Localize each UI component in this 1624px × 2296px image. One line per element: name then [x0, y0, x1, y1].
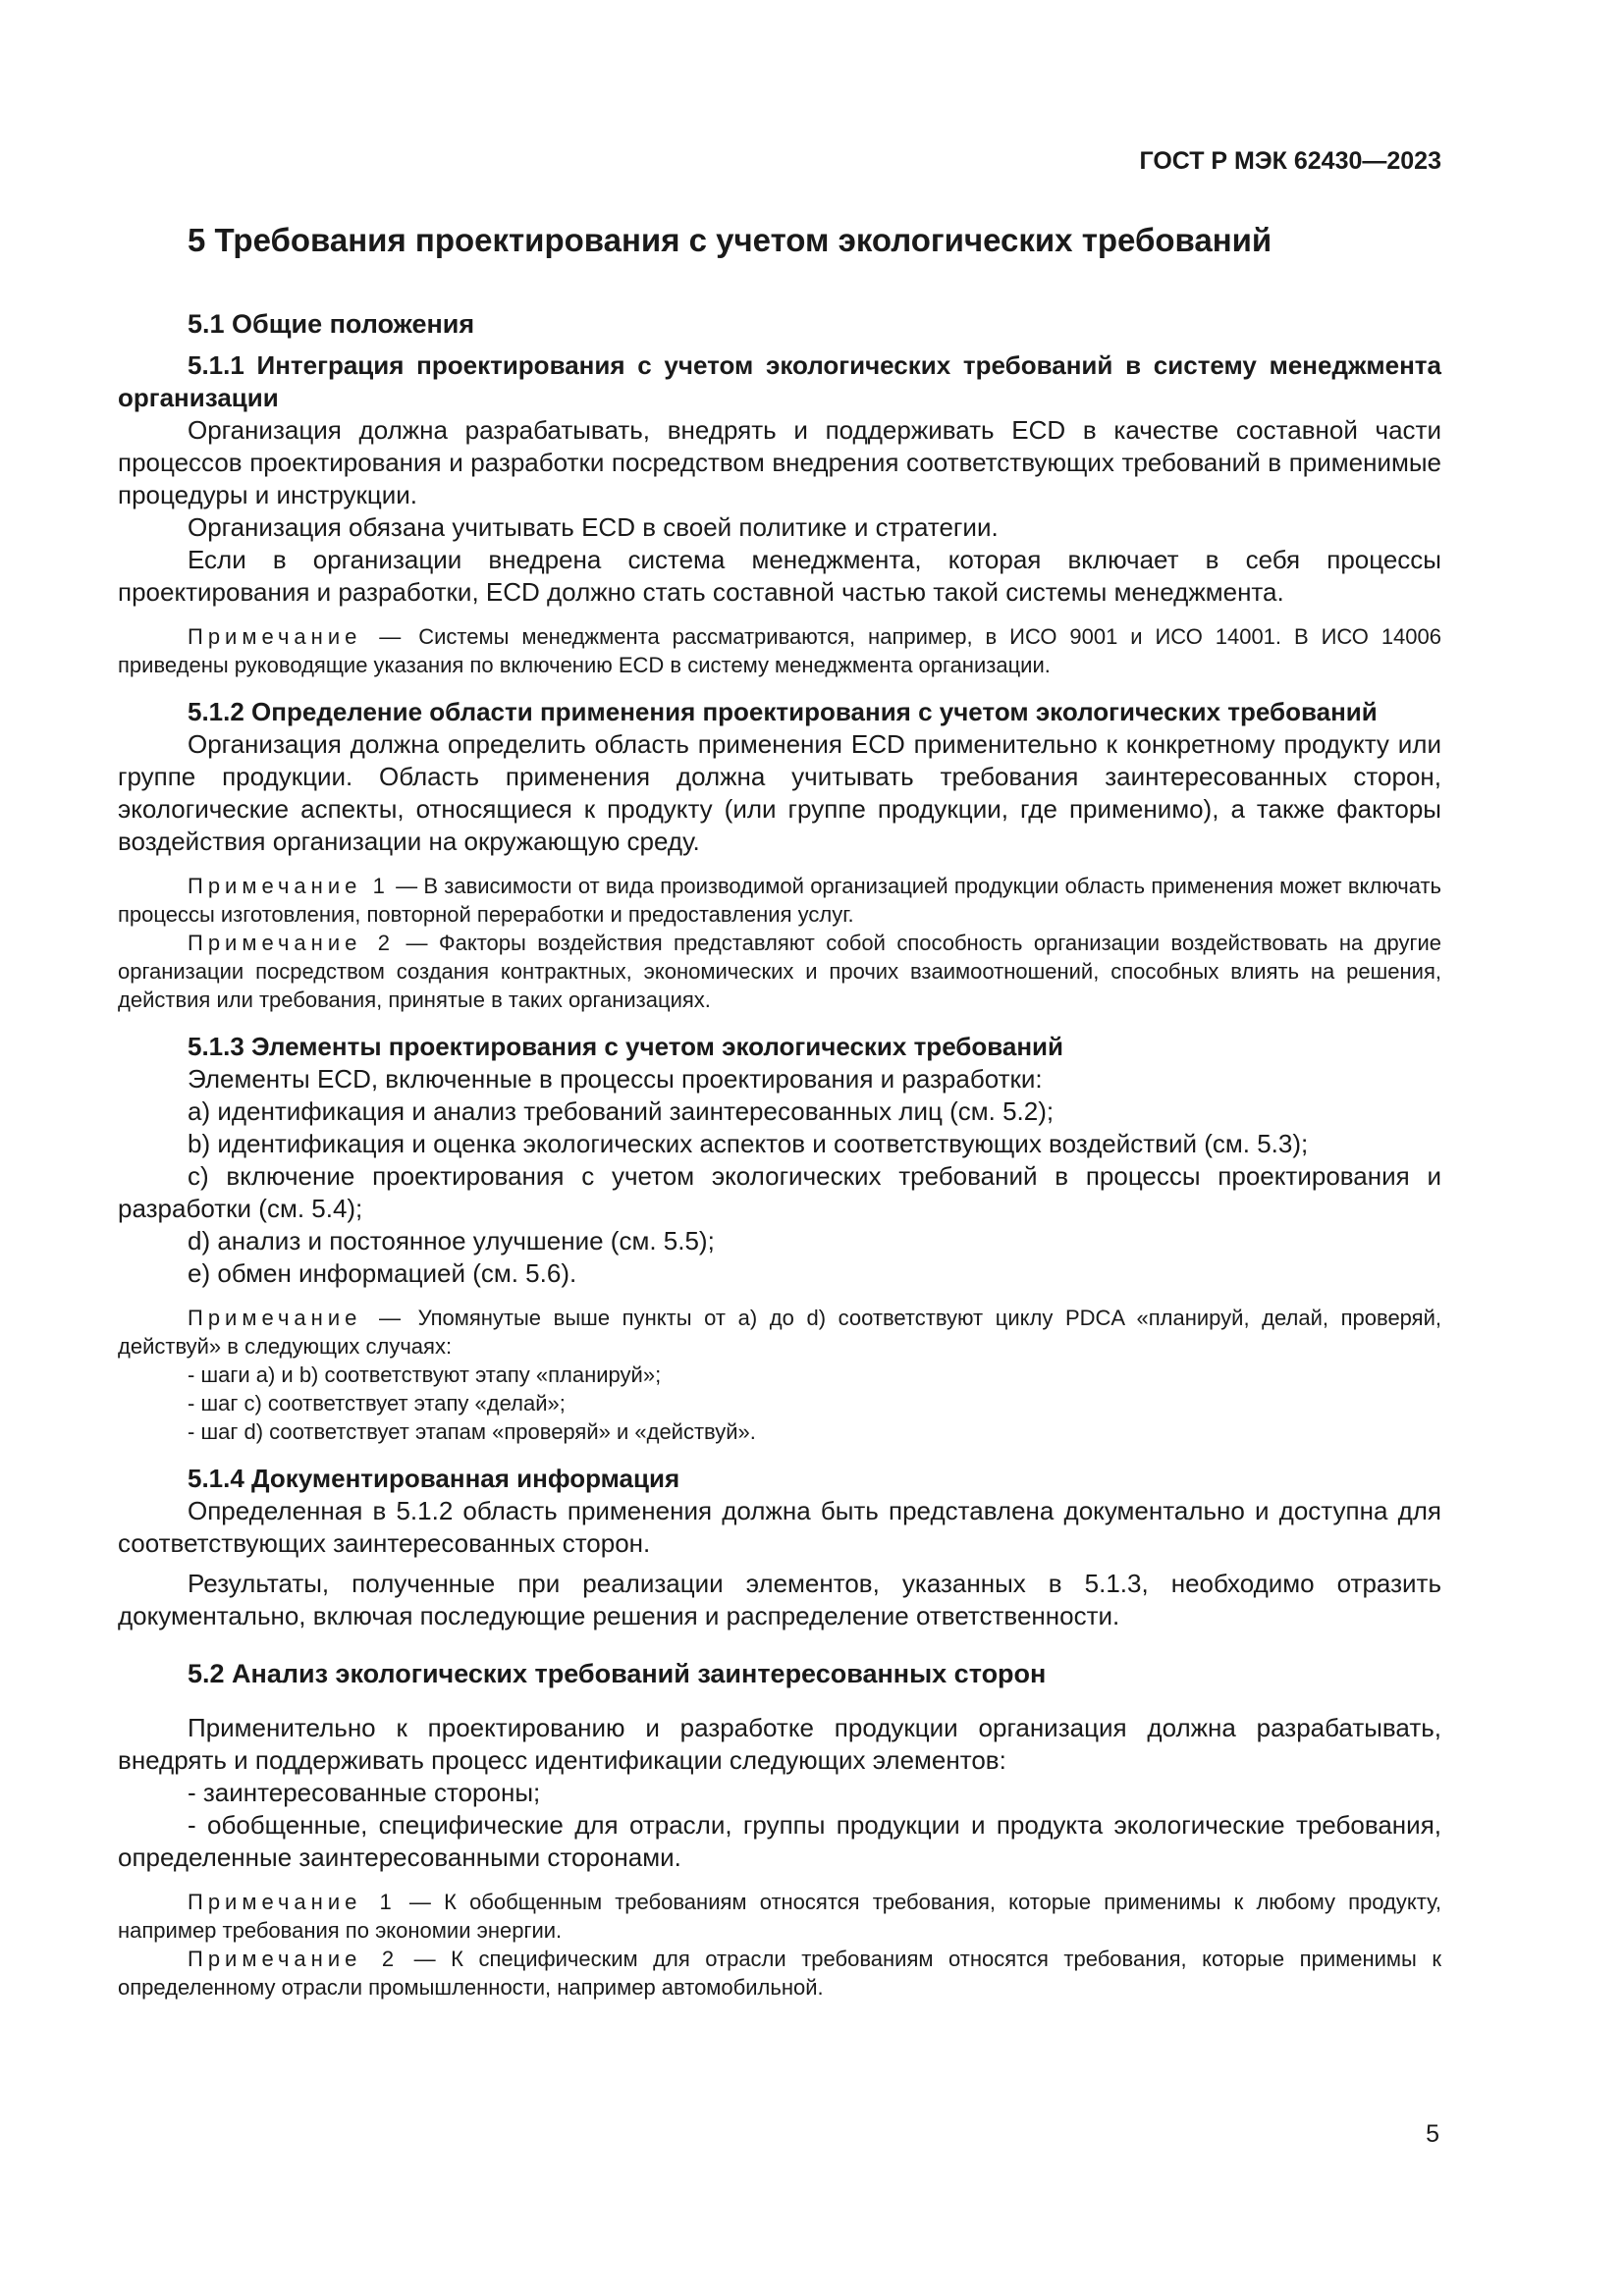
paragraph: Организация должна разрабатывать, внедрять и поддерживать ECD в качестве составной части процессов проектирования и разработки посредством внедрения соответствующих требований в применимые процедуры и инструкции. — [118, 415, 1441, 509]
note-list-item: - шаги a) и b) соответствуют этапу «планируй»; — [188, 1362, 662, 1387]
section-5-1-title: 5.1 Общие положения — [188, 309, 475, 339]
note-label: Примечание — — [188, 1306, 406, 1330]
chapter-title: 5 Требования проектирования с учетом экологических требований — [188, 222, 1272, 258]
note-label: Примечание 2 — [188, 1947, 400, 1971]
list-item: a) идентификация и анализ требований заинтересованных лиц (см. 5.2); — [188, 1096, 1055, 1126]
note-label: Примечание 2 — [188, 931, 396, 955]
page-number: 5 — [1426, 2120, 1439, 2148]
paragraph: Организация должна определить область применения ECD применительно к конкретному продукту или группе продукции. Область применения должна учитывать требования заинтересованных сторон, экологические аспекты, относящиеся к продукту (или группе продукции, где применимо), а также факторы воздействия организации на окружающую среду. — [118, 729, 1441, 856]
paragraph: Организация обязана учитывать ECD в своей политике и стратегии. — [188, 512, 999, 542]
list-item: c) включение проектирования с учетом экологических требований в процессы проектирования и разработки (см. 5.4); — [118, 1161, 1441, 1223]
list-item: e) обмен информацией (см. 5.6). — [188, 1258, 577, 1288]
note-label: Примечание — — [188, 624, 406, 649]
note — [118, 622, 1441, 679]
note — [118, 1945, 1441, 2002]
page-content — [118, 220, 1441, 2002]
note — [118, 1888, 1441, 1945]
note — [118, 872, 1441, 929]
note-list-item: - шаг d) соответствует этапам «проверяй» и «действуй». — [188, 1419, 756, 1444]
list-item: b) идентификация и оценка экологических аспектов и соответствующих воздействий (см. 5.3); — [188, 1129, 1309, 1158]
section-5-2-title: 5.2 Анализ экологических требований заинтересованных сторон — [188, 1659, 1047, 1688]
note-text: — К специфическим для отрасли требованиям относятся требования, которые применимы к определенному отрасли промышленности, например автомобильной. — [118, 1947, 1441, 2000]
list-item: - обобщенные, специфические для отрасли, группы продукции и продукта экологические требования, определенные заинтересованными сторонами. — [118, 1810, 1441, 1872]
note-text: Упомянутые выше пункты от a) до d) соответствуют циклу PDCA «планируй, делай, проверяй, действуй» в следующих случаях: — [118, 1306, 1441, 1359]
section-5-1-1-title: 5.1.1 Интеграция проектирования с учетом экологических требований в систему менеджмента организации — [118, 350, 1441, 412]
note-text: — Факторы воздействия представляют собой способность организации воздействовать на другие организации посредством создания контрактных, экономических и прочих взаимоотношений, способных влиять на решения, действия или требования, принятые в таких организациях. — [118, 931, 1442, 1012]
note-label: Примечание 1 — [188, 1890, 397, 1914]
paragraph: Элементы ECD, включенные в процессы проектирования и разработки: — [188, 1064, 1043, 1094]
section-5-1-4-title: 5.1.4 Документированная информация — [188, 1464, 680, 1493]
paragraph: Если в организации внедрена система менеджмента, которая включает в себя процессы проектирования и разработки, ECD должно стать составной частью такой системы менеджмента. — [118, 545, 1441, 607]
paragraph: Определенная в 5.1.2 область применения должна быть представлена документально и доступна для соответствующих заинтересованных сторон. — [118, 1496, 1441, 1558]
section-5-1-3-title: 5.1.3 Элементы проектирования с учетом экологических требований — [188, 1032, 1064, 1061]
list-item: d) анализ и постоянное улучшение (см. 5.5); — [188, 1226, 715, 1255]
note-label: Примечание 1 — [188, 874, 390, 898]
note — [118, 1304, 1441, 1361]
note-text: Системы менеджмента рассматриваются, например, в ИСО 9001 и ИСО 14001. В ИСО 14006 приведены руководящие указания по включению ECD в систему менеджмента организации. — [118, 624, 1442, 677]
note — [118, 929, 1441, 1014]
note-list-item: - шаг c) соответствует этапу «делай»; — [188, 1391, 566, 1415]
section-5-1-2-title: 5.1.2 Определение области применения проектирования с учетом экологических требований — [188, 697, 1378, 726]
list-item: - заинтересованные стороны; — [188, 1778, 541, 1807]
paragraph: Результаты, полученные при реализации элементов, указанных в 5.1.3, необходимо отразить документально, включая последующие решения и распределение ответственности. — [118, 1569, 1441, 1630]
document-id: ГОСТ Р МЭК 62430—2023 — [1139, 147, 1441, 175]
note-text: — В зависимости от вида производимой организацией продукции область применения может включать процессы изготовления, повторной переработки и предоставления услуг. — [118, 874, 1441, 927]
paragraph: Применительно к проектированию и разработке продукции организация должна разрабатывать, внедрять и поддерживать процесс идентификации следующих элементов: — [118, 1713, 1441, 1775]
note-text: — К обобщенным требованиям относятся требования, которые применимы к любому продукту, например требования по экономии энергии. — [118, 1890, 1442, 1943]
